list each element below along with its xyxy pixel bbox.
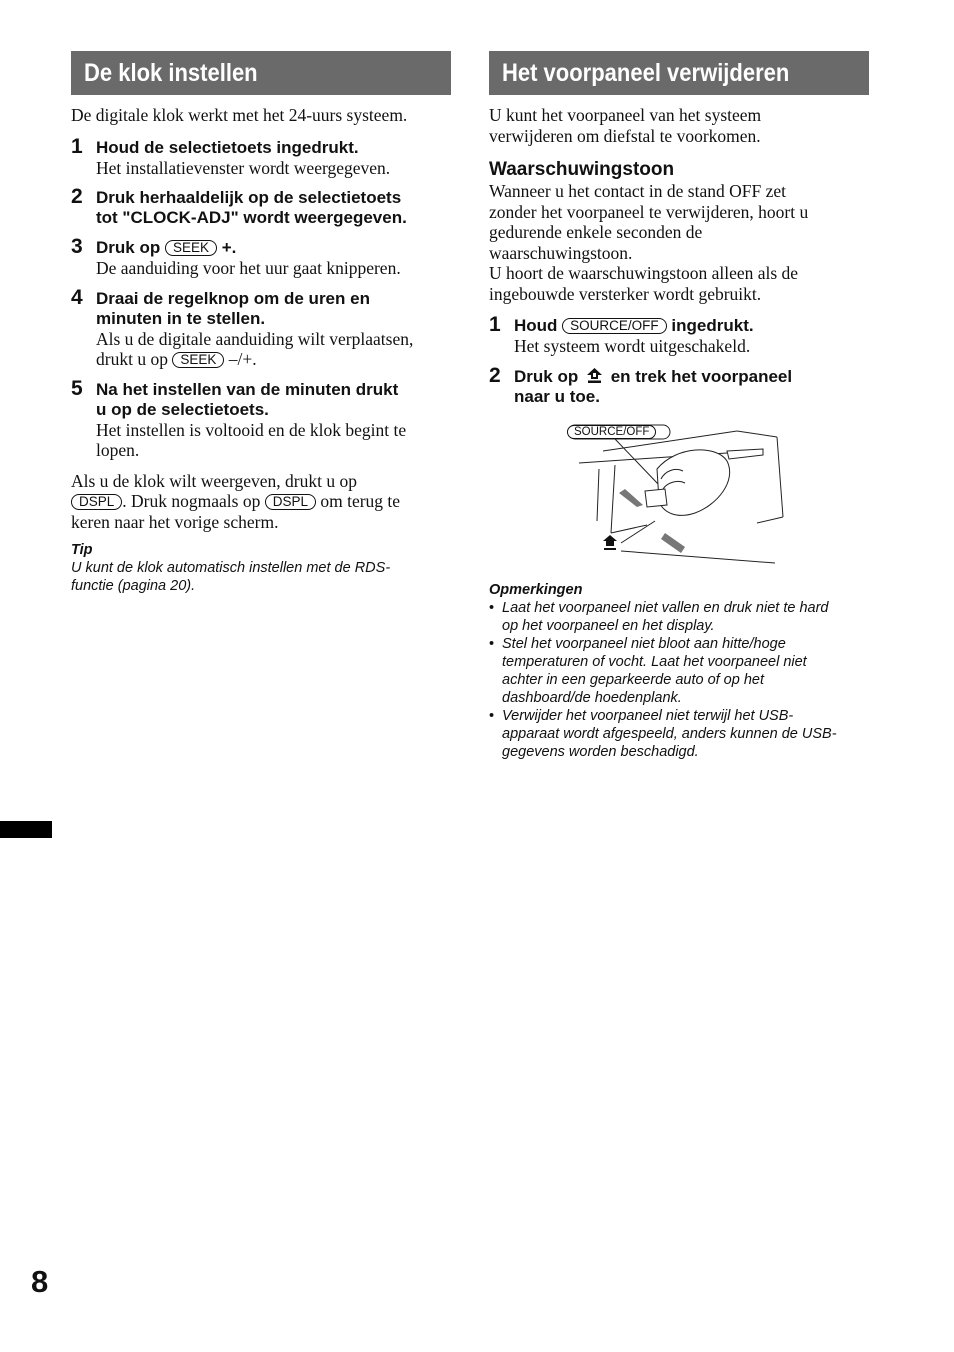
tip-line: U kunt de klok automatisch instellen met de RDS-: [71, 560, 391, 576]
warning-paragraph: [489, 181, 869, 304]
notes-label: Opmerkingen: [489, 581, 583, 598]
faceplate-illustration: [567, 421, 787, 571]
bullet-icon: •: [489, 707, 495, 724]
paragraph-text: om terug te: [320, 491, 401, 511]
section-title: Het voorpaneel verwijderen: [502, 59, 790, 87]
step-number: 1: [489, 313, 501, 336]
section-title: De klok instellen: [84, 59, 258, 87]
step-title-text: +.: [221, 238, 237, 257]
source-off-key: SOURCE/OFF: [562, 318, 667, 334]
step-title-line: tot "CLOCK-ADJ" wordt weergegeven.: [96, 208, 407, 227]
step-title-line: Na het instellen van de minuten drukt: [96, 379, 399, 399]
warning-line: gedurende enkele seconden de: [489, 222, 703, 242]
warning-line: waarschuwingstoon.: [489, 242, 633, 263]
paragraph-line: [71, 491, 451, 512]
step-2: [489, 363, 869, 407]
tip-box: [71, 541, 451, 595]
note-line: dashboard/de hoedenplank.: [502, 689, 682, 706]
step-title: [514, 367, 869, 387]
step-title-text: en trek het voorpaneel: [610, 366, 793, 386]
step-title-line: u op de selectietoets.: [96, 399, 269, 419]
subheading-warning-tone: Waarschuwingstoon: [489, 159, 675, 180]
note-line: achter in een geparkeerde auto of op het: [502, 671, 764, 688]
paragraph-line: Als u de klok wilt weergeven, drukt u op: [71, 470, 357, 491]
step-title-line: Druk herhaaldelijk op de selectietoets: [96, 188, 402, 207]
intro-text: De digitale klok werkt met het 24-uurs systeem.: [71, 105, 408, 125]
bullet-icon: •: [489, 635, 495, 652]
step-title-line: minuten in te stellen.: [96, 308, 266, 328]
left-column: [71, 51, 451, 595]
step-number: 1: [71, 134, 83, 158]
step-description: Het systeem wordt uitgeschakeld.: [514, 336, 751, 356]
step-description-line: Als u de digitale aanduiding wilt verplaatsen,: [96, 328, 414, 349]
right-column: [489, 51, 869, 761]
step-1: [489, 313, 869, 357]
page-number: 8: [31, 1264, 49, 1299]
note-line: op het voorpaneel en het display.: [502, 617, 715, 634]
note-line: Verwijder het voorpaneel niet terwijl het USB-: [502, 707, 794, 724]
step-description-line: lopen.: [96, 440, 140, 460]
step-title-line: naar u toe.: [514, 386, 600, 406]
step-title: [96, 238, 451, 258]
release-icon: [586, 367, 603, 384]
step-title-text: ingedrukt.: [671, 316, 754, 335]
step-5: [71, 376, 451, 461]
step-desc-text: –/+.: [228, 349, 257, 369]
faceplate-drawing: [567, 421, 787, 571]
dspl-key: DSPL: [265, 494, 316, 510]
step-title: Houd de selectietoets ingedrukt.: [96, 137, 359, 157]
step-1: [71, 134, 451, 179]
step-number: 2: [71, 185, 83, 208]
section-tab-marker: [0, 821, 52, 838]
note-line: Stel het voorpaneel niet bloot aan hitte/hoge: [502, 635, 786, 652]
step-number: 2: [489, 363, 501, 387]
tip-line: functie (pagina 20).: [71, 578, 196, 594]
step-number: 4: [71, 285, 83, 309]
note-item: [489, 599, 869, 635]
tip-label: Tip: [71, 542, 93, 558]
step-4: [71, 285, 451, 370]
step-3: [71, 235, 451, 279]
display-paragraph: [71, 471, 451, 533]
step-title-text: Druk op: [96, 238, 161, 257]
note-line: apparaat wordt afgespeeld, anders kunnen de USB-: [502, 725, 837, 742]
note-line: temperaturen of vocht. Laat het voorpaneel niet: [502, 653, 807, 670]
step-number: 5: [71, 376, 83, 400]
step-title-text: Druk op: [514, 366, 579, 386]
step-title-text: Houd: [514, 316, 558, 335]
step-title-line: Draai de regelknop om de uren en: [96, 288, 370, 308]
note-line: Laat het voorpaneel niet vallen en druk niet te hard: [502, 599, 829, 616]
section-header-faceplate: [489, 51, 869, 95]
step-title: [514, 316, 869, 336]
paragraph-line: keren naar het vorige scherm.: [71, 511, 279, 532]
seek-key: SEEK: [165, 240, 217, 256]
intro-paragraph: [489, 105, 869, 146]
step-2: [71, 185, 451, 228]
note-item: [489, 635, 869, 707]
source-off-callout: SOURCE/OFF: [567, 425, 656, 439]
intro-line: U kunt het voorpaneel van het systeem: [489, 105, 762, 125]
warning-line: U hoort de waarschuwingstoon alleen als de: [489, 263, 799, 283]
step-description: Het installatievenster wordt weergegeven.: [96, 157, 391, 178]
bullet-icon: •: [489, 599, 495, 616]
step-desc-text: drukt u op: [96, 349, 168, 369]
warning-line: zonder het voorpaneel te verwijderen, hoort u: [489, 201, 809, 222]
step-number: 3: [71, 235, 83, 258]
dspl-key: DSPL: [71, 494, 122, 510]
step-description-line: [96, 349, 451, 370]
section-header-clock: [71, 51, 451, 95]
step-description: De aanduiding voor het uur gaat knipperen.: [96, 258, 401, 278]
notes-box: [489, 581, 869, 761]
seek-key: SEEK: [172, 352, 224, 368]
note-line: gegevens worden beschadigd.: [502, 743, 699, 760]
intro-line: verwijderen om diefstal te voorkomen.: [489, 125, 761, 146]
note-item: [489, 707, 869, 761]
warning-line: Wanneer u het contact in de stand OFF zet: [489, 181, 786, 201]
paragraph-text: . Druk nogmaals op: [122, 491, 261, 511]
step-description-line: Het instellen is voltooid en de klok begint te: [96, 419, 407, 440]
warning-line: ingebouwde versterker wordt gebruikt.: [489, 283, 762, 304]
